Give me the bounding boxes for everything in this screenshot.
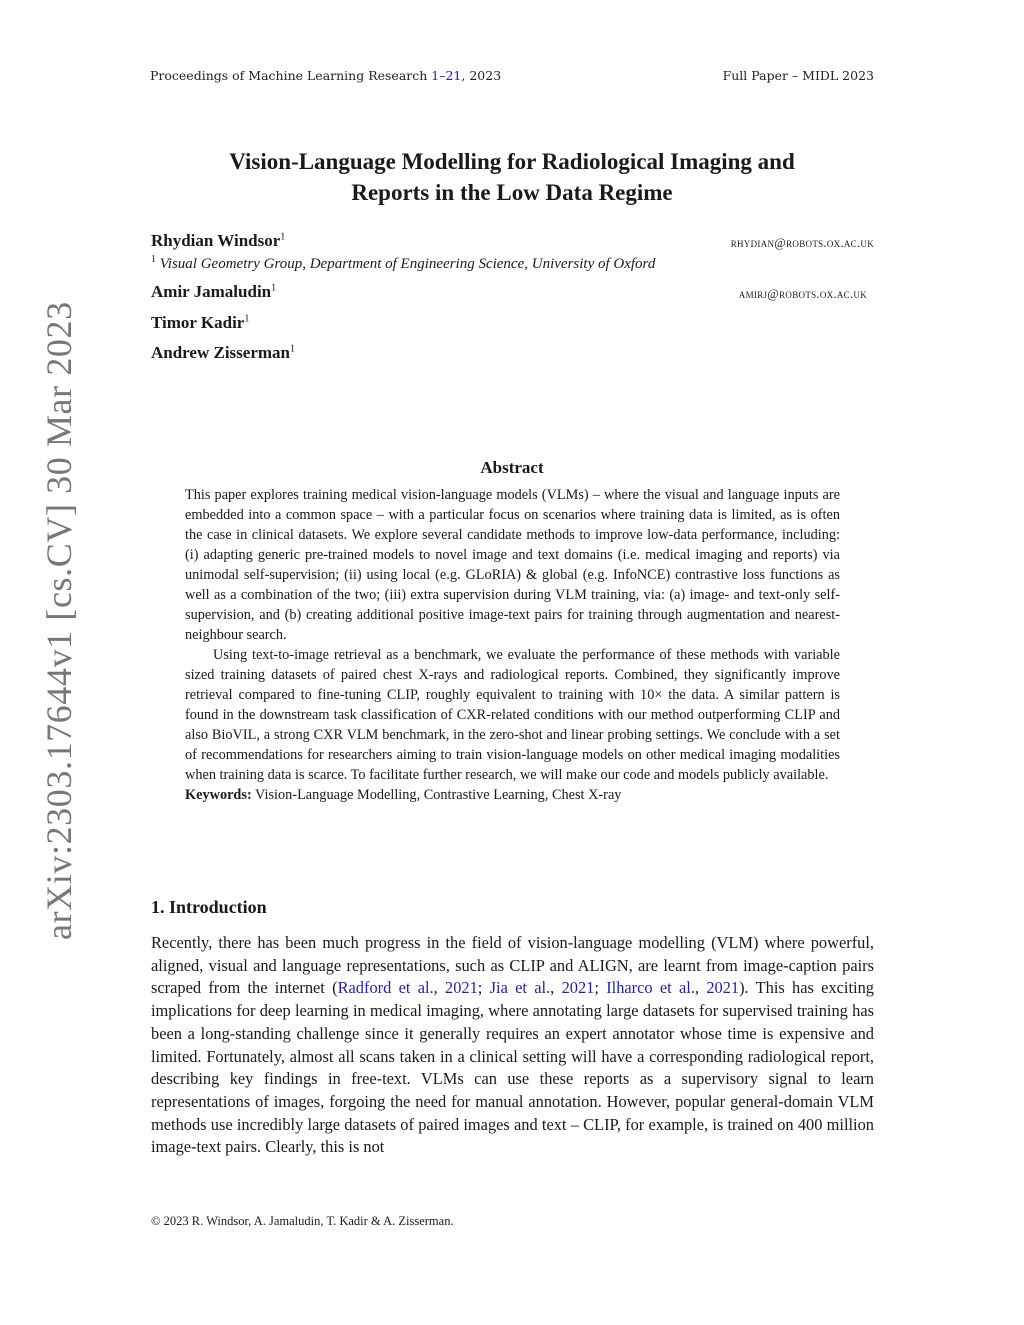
citation-radford-year[interactable]: 2021 — [445, 978, 478, 998]
author-name: Andrew Zisserman — [151, 343, 290, 362]
author-name: Rhydian Windsor — [151, 231, 281, 250]
citation-jia-year[interactable]: 2021 — [561, 978, 595, 998]
section-heading-introduction: 1. Introduction — [151, 897, 267, 917]
abstract-paragraph-2: Using text-to-image retrieval as a benchmark, we evaluate the performance of these methods with variable sized training datasets of paired chest X-rays and radiological reports. Combined, they significantly improve retrieval compared to fine-tuning CLIP, roughly equivalent to training with 10× the data. A similar pattern is found in the downstream task classification of CXR-related conditions with our method outperforming CLIP and also BioVIL, a strong CXR VLM benchmark, in the zero-shot and linear probing settings. We conclude with a set of recommendations for researchers aiming to train vision-language models on other medical imaging modalities when training data is scarce. To facilitate further research, we will make our code and models publicly available. — [185, 647, 840, 783]
journal-name: Proceedings of Machine Learning Research — [150, 68, 432, 83]
email-jamaludin[interactable]: amirj@robots.ox.ac.uk — [738, 287, 867, 301]
abstract-paragraph-1: This paper explores training medical vision-language models (VLMs) – where the visual and language inputs are embedded into a common space – with a particular focus on scenarios where training data is limited, as is often the case in clinical datasets. We explore several candidate methods to improve low-data performance, including: (i) adapting generic pre-trained models to novel image and text domains (i.e. medical imaging and reports) via unimodal self-supervision; (ii) using local (e.g. GLoRIA) & global (e.g. InfoNCE) contrastive loss functions as well as a combination of the two; (iii) extra supervision during VLM training, via: (a) image- and text-only self-supervision, and (b) creating additional positive image-text pairs for training through augmentation and nearest-neighbour search. — [185, 487, 840, 643]
abstract-heading: Abstract — [480, 458, 544, 477]
arxiv-identifier: arXiv:2303.17644v1 [cs.CV] 30 Mar 2023 — [39, 301, 79, 940]
abstract-body — [185, 485, 840, 805]
keywords-label: Keywords: — [185, 787, 252, 803]
affiliation-mark: 1 — [151, 254, 156, 265]
paper-title — [150, 146, 874, 208]
intro-text: ). This has exciting implications for deep learning in medical imaging, where annotating large datasets for supervised training has been a long-standing challenge since it generally requires an expert annotator whose time is expensive and limited. Fortunately, almost all scans taken in a clinical setting will have a corresponding radiological report, describing key findings in free-text. VLMs can use these reports as a supervisory signal to learn representations of images, forgoing the need for manual annotation. However, popular general-domain VLM methods use incredibly large datasets of paired images and text – CLIP, for example, is trained on 400 million image-text pairs. Clearly, this is not — [151, 978, 874, 1157]
author-kadir — [151, 313, 249, 333]
keywords-text: Vision-Language Modelling, Contrastive Learning, Chest X-ray — [251, 787, 622, 803]
title-line-1: Vision-Language Modelling for Radiological Imaging and — [229, 149, 795, 174]
author-windsor — [151, 231, 285, 251]
citation-ilharco[interactable]: Ilharco et al. — [606, 978, 695, 998]
author-name: Timor Kadir — [151, 313, 245, 332]
author-affil-mark: 1 — [271, 282, 277, 294]
citation-ilharco-year[interactable]: 2021 — [706, 978, 740, 998]
author-name: Amir Jamaludin — [151, 282, 272, 301]
author-zisserman — [151, 343, 295, 363]
author-affil-mark: 1 — [290, 343, 295, 355]
keywords — [185, 785, 840, 805]
running-header-left — [150, 68, 501, 83]
citation-separator: , — [694, 978, 707, 998]
citation-jia[interactable]: Jia et al. — [489, 978, 551, 998]
citation-separator: , — [550, 978, 562, 998]
title-line-2: Reports in the Low Data Regime — [351, 180, 673, 205]
introduction-body — [151, 932, 874, 1159]
affiliation — [151, 254, 655, 273]
introduction-paragraph — [151, 932, 874, 1159]
intro-text: Recently, there has been much progress in the field of vision-language modelling (VLM) where powerful, aligned, visual and language representations, such as CLIP and ALIGN, are learnt from image-caption pairs scraped from the internet ( — [151, 933, 874, 998]
page-range-link[interactable]: 1–21 — [431, 68, 462, 83]
citation-separator: ; — [477, 978, 490, 998]
author-affil-mark: 1 — [280, 231, 286, 243]
copyright-notice: © 2023 R. Windsor, A. Jamaludin, T. Kadir & A. Zisserman. — [151, 1214, 454, 1228]
running-header-right: Full Paper – MIDL 2023 — [722, 68, 874, 83]
citation-radford[interactable]: Radford et al. — [337, 978, 434, 998]
email-windsor[interactable]: rhydian@robots.ox.ac.uk — [730, 236, 874, 250]
citation-separator: , — [433, 978, 446, 998]
citation-separator: ; — [594, 978, 607, 998]
author-jamaludin — [151, 282, 276, 302]
affiliation-text: Visual Geometry Group, Department of Engineering Science, University of Oxford — [159, 256, 656, 272]
author-affil-mark: 1 — [244, 313, 250, 325]
journal-year: , 2023 — [461, 68, 502, 83]
